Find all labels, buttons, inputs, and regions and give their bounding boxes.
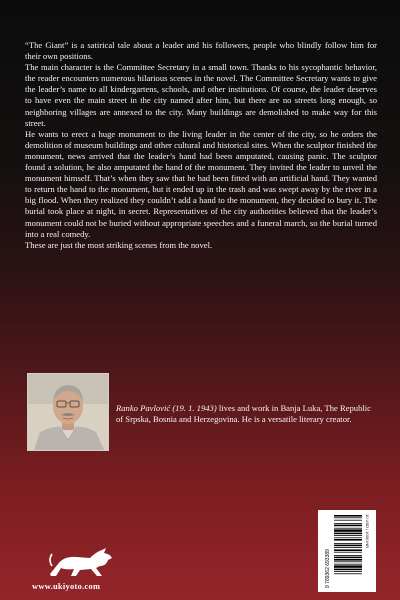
price-label: 10 USD | 1000 INR [365,514,370,549]
blurb-paragraph-3: He wants to erect a huge monument to the living leader in the center of the city, so he orders the demolition of museum buildings and other cultural and historical sites. When the sculptor finished the monument, news arrived that the leader’s hand had been amputated, causing panic. The sculptor found a solution, he also amputated the hand of the monument. They invited the leader to unveil the monument himself. That’s when they saw that he had been fitted with an artificial hand. They wanted to return the hand to the monument, but it ended up in the trash and was swept away by the river in a big flood. When they realized they couldn’t add a hand to the monument, they decided to bury it. The burial took place at night, in secret. Representatives of the city authorities believed that the leader’s monument could not be buried without appropriate speeches and a funeral march, so the burial turned into a real comedy. [25,128,377,239]
barcode-bar [334,559,362,561]
barcode-bar [334,525,362,527]
author-portrait-icon [27,373,109,451]
barcode-bar [334,520,362,521]
author-bio-text: lives and work in Banja Luka, The Republic of Srpska, Bosnia and Herzegovina. He is a versatile literary creator. [116,403,371,425]
barcode-bar [334,523,362,524]
barcode-bar [334,545,362,547]
barcode-bar [334,565,362,567]
isbn-number: 9 789362 693389 [325,549,331,588]
barcode-bar [334,537,362,538]
blurb-text [25,40,377,251]
barcode-bar [334,561,362,562]
author-bio [116,403,378,425]
barcode-bar [334,543,362,544]
barcode-bar [334,539,362,541]
barcode-bar [334,529,362,531]
publisher-website[interactable]: www.ukiyoto.com [32,582,101,591]
barcode-bar [334,573,362,574]
barcode-bar [334,535,362,536]
lion-logo-icon [46,546,116,578]
barcode-bar [334,515,362,517]
barcode-bar [334,528,362,529]
barcode-bar [334,557,362,559]
barcode-bar [334,547,362,548]
barcode-bar [334,564,362,565]
blurb-paragraph-2: The main character is the Committee Secretary in a small town. Thanks to his sycophantic behavior, the reader encounters numerous hilarious scenes in the novel. The Committee Secretary wants to give the leader’s name to all kindergartens, schools, and other institutions. Of course, the leader deserves to have even the main street in the city named after him, but there are no streets long enough, so neighboring villages are annexed to the city. Many buildings are demolished to make way for this street. [25,62,377,128]
barcode-bar [334,569,362,571]
barcode-bar [334,533,362,535]
blurb-paragraph-1: “The Giant” is a satirical tale about a leader and his followers, people who blindly follow him for their own positions. [25,40,377,62]
isbn-barcode [318,510,376,592]
blurb-paragraph-4: These are just the most striking scenes from the novel. [25,239,213,250]
barcode-bar [334,555,362,556]
barcode-bar [334,517,362,518]
barcode-bar [334,552,362,553]
author-name: Ranko Pavlović (19. 1. 1943) [116,403,217,413]
barcode-bar [334,571,362,572]
barcode-bar [334,549,362,551]
